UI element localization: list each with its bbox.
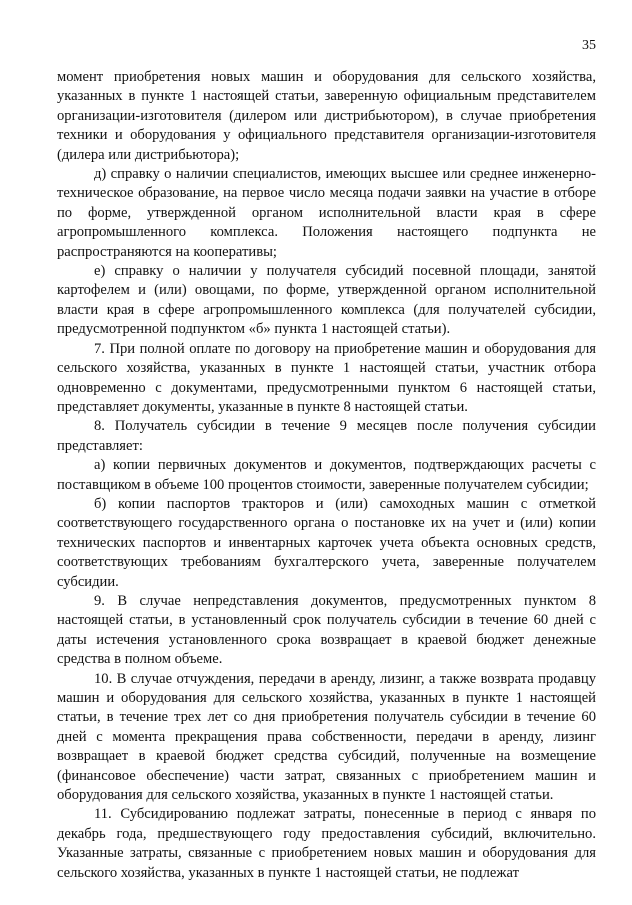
document-body: [57, 68, 596, 883]
paragraph: 10. В случае отчуждения, передачи в аренду, лизинг, а также возврата продавцу машин и оборудования для сельского хозяйства, указанных в пункте 1 настоящей статьи, в течение трех лет со дня приобретения получатель субсидии в течение 60 дней с момента прекращения права собственности, передачи в аренду, лизинг возвращает в краевой бюджет средства субсидий, полученные на возмещение (финансовое обеспечение) части затрат, связанных с приобретением машин и оборудования для сельского хозяйства, указанных в пункте 1 настоящей статьи.: [57, 670, 596, 804]
paragraph: 7. При полной оплате по договору на приобретение машин и оборудования для сельского хозяйства, указанных в пункте 1 настоящей статьи, участник отбора одновременно с документами, предусмотренными пунктом 6 настоящей статьи, представляет документы, указанные в пункте 8 настоящей статьи.: [57, 340, 596, 415]
paragraph: д) справку о наличии специалистов, имеющих высшее или среднее инженерно-техническое образование, на первое число месяца подачи заявки на участие в отборе по форме, утвержденной органом исполнительной власти края в сфере агропромышленного комплекса. Положения настоящего подпункта не распространяются на кооперативы;: [57, 166, 596, 260]
paragraph: а) копии первичных документов и документов, подтверждающих расчеты с поставщиком в объеме 100 процентов стоимости, заверенные получателем субсидии;: [57, 457, 596, 493]
page-number: 35: [582, 38, 596, 53]
paragraph: 11. Субсидированию подлежат затраты, понесенные в период с января по декабрь года, предшествующего году предоставления субсидий, включительно. Указанные затраты, связанные с приобретением новых машин и оборудования для сельского хозяйства, указанных в пункте 1 настоящей статьи, не подлежат: [57, 806, 596, 881]
paragraph: момент приобретения новых машин и оборудования для сельского хозяйства, указанных в пункте 1 настоящей статьи, заверенную официальным представителем организации-изготовителя (дилером или дистрибьютором), в случае приобретения техники и оборудования у официального представителя организации-изготовителя (дилера или дистрибьютора);: [57, 69, 596, 163]
paragraph: 9. В случае непредставления документов, предусмотренных пунктом 8 настоящей статьи, в установленный срок получатель субсидии в течение 60 дней с даты истечения установленного срока возвращает в краевой бюджет денежные средства в полном объеме.: [57, 592, 596, 668]
paragraph: 8. Получатель субсидии в течение 9 месяцев после получения субсидии представляет:: [57, 418, 596, 454]
paragraph: б) копии паспортов тракторов и (или) самоходных машин с отметкой соответствующего государственного органа о постановке их на учет и (или) копии технических паспортов и инвентарных карточек учета объекта основных средств, соответствующих требованиям бухгалтерского учета, заверенные получателем субсидии.: [57, 495, 596, 590]
paragraph: е) справку о наличии у получателя субсидий посевной площади, занятой картофелем и (или) овощами, по форме, утвержденной органом исполнительной власти края в сфере агропромышленного комплекса (для получателей субсидии, предусмотренной подпунктом «б» пункта 1 настоящей статьи).: [57, 263, 596, 338]
